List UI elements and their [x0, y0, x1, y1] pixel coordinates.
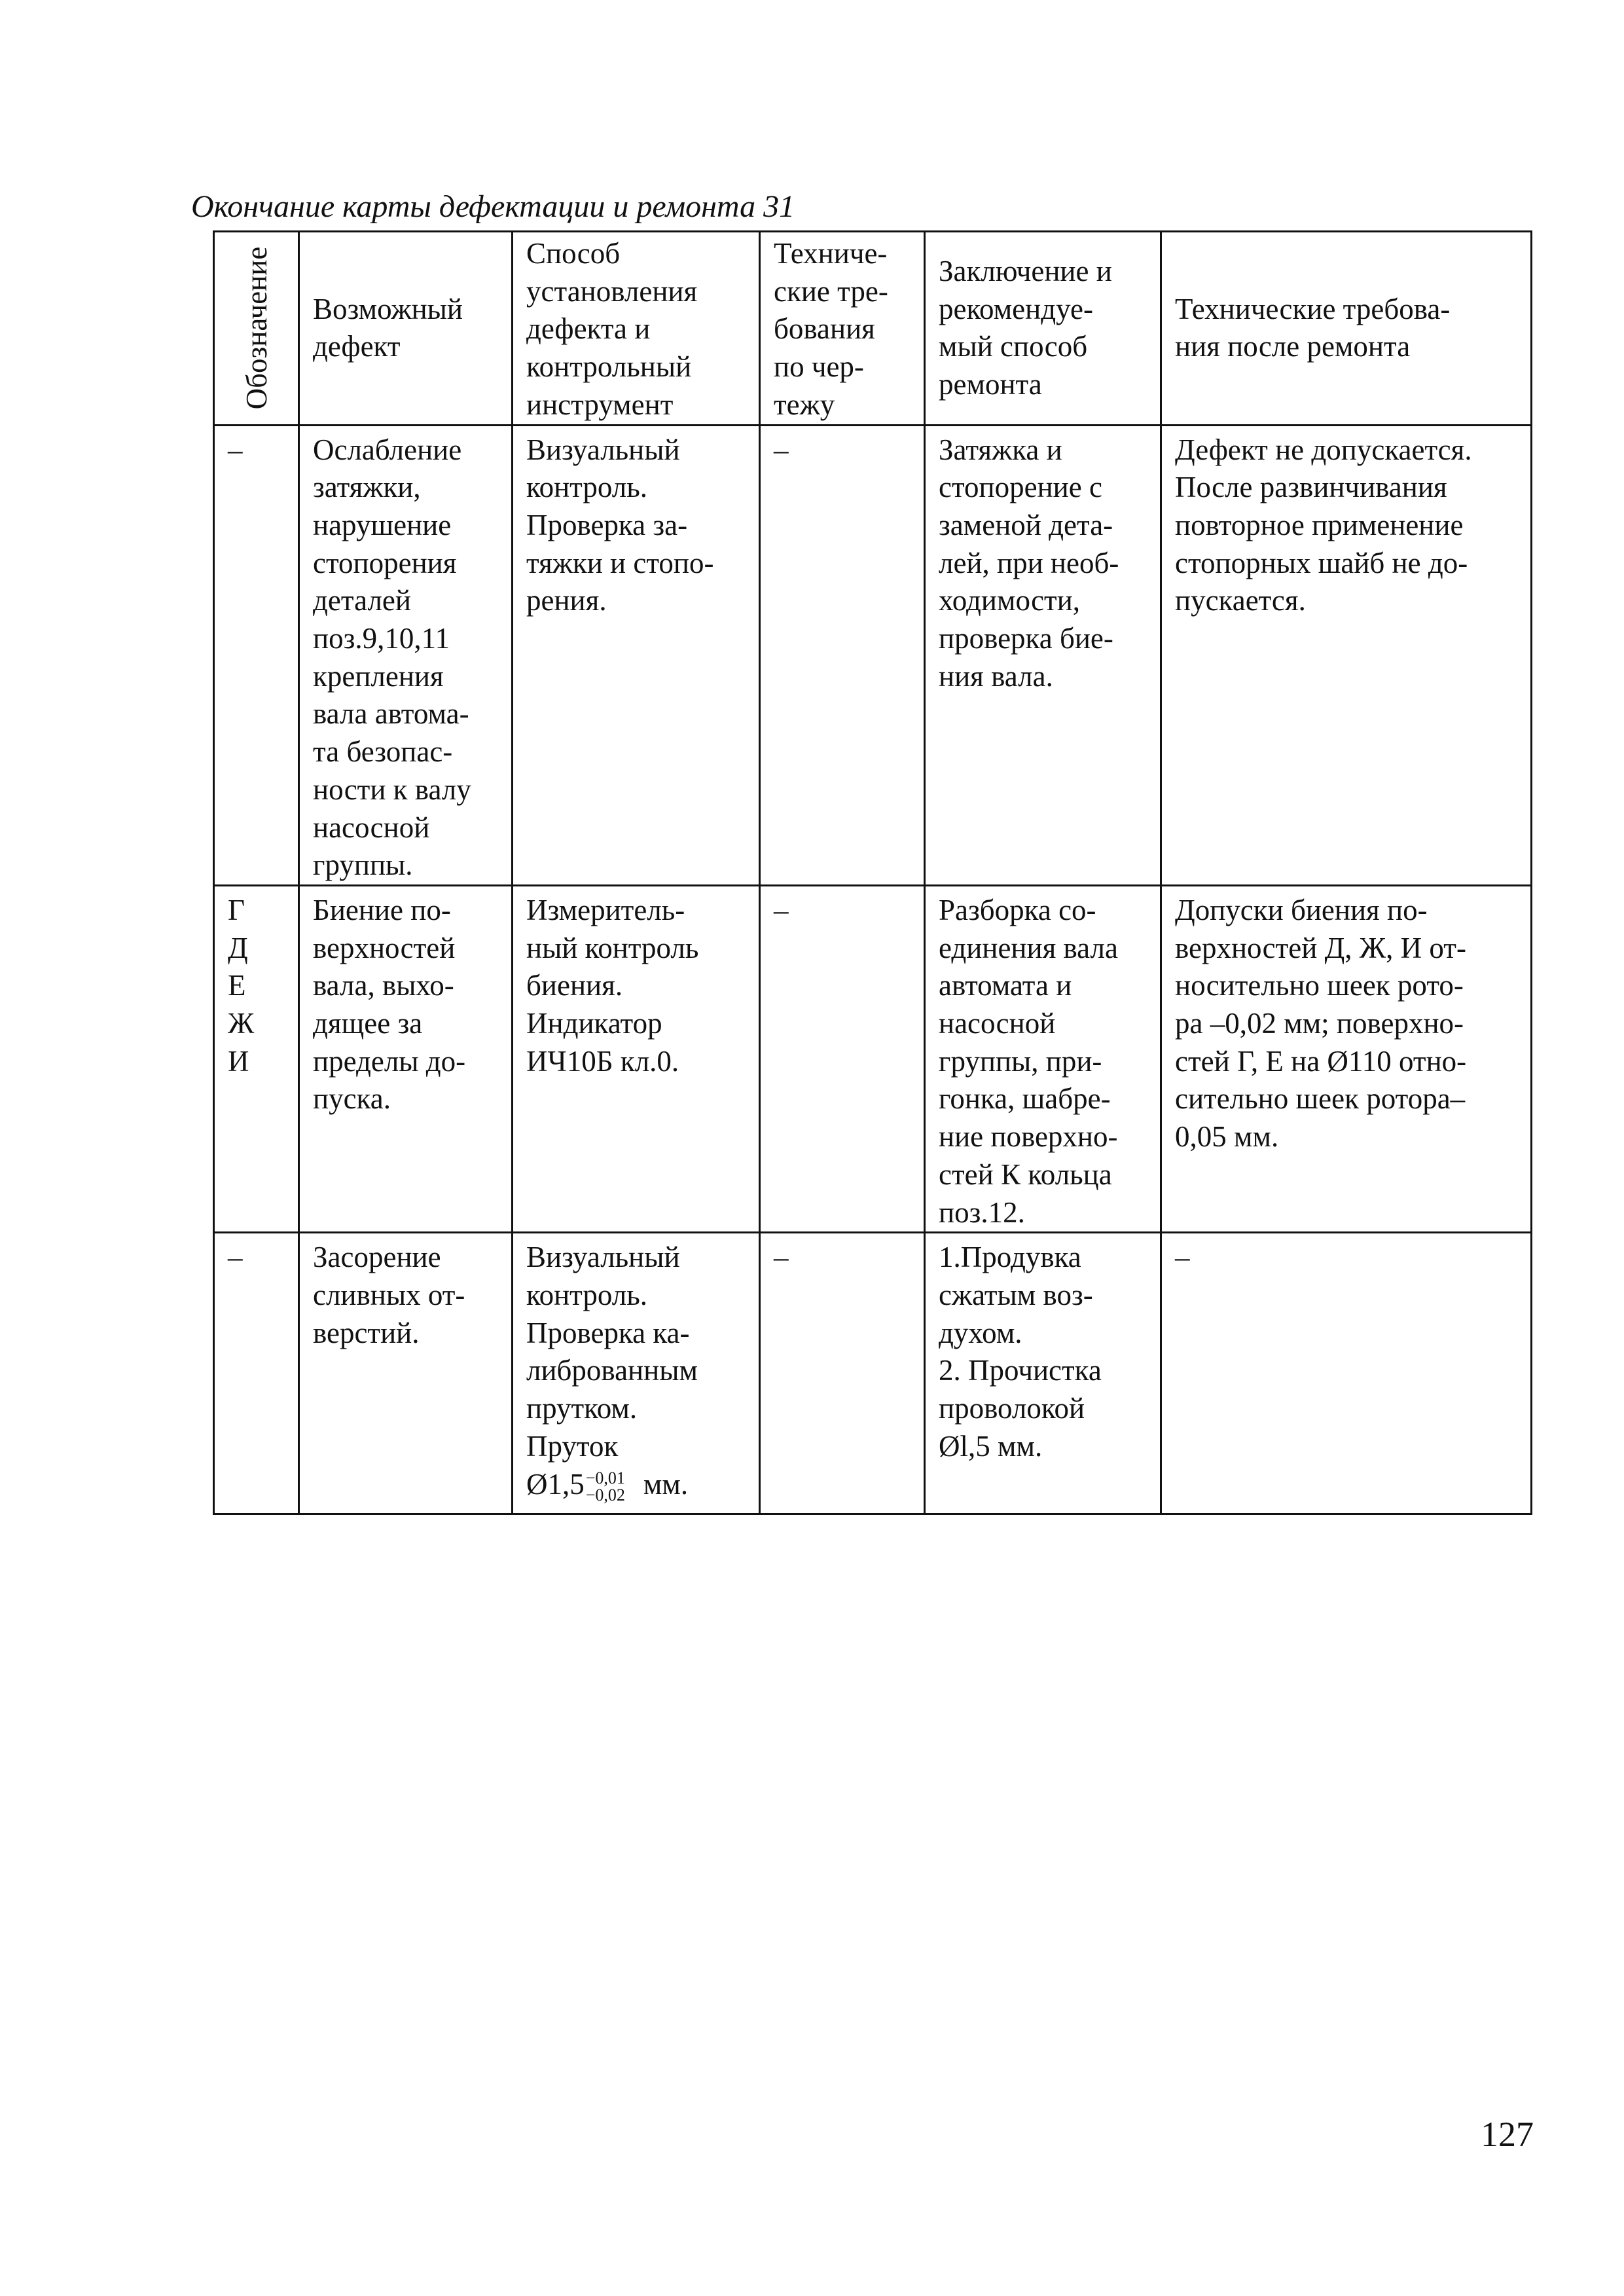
- rod-tolerance: [586, 1470, 625, 1504]
- cell-method: Визуальный контроль. Проверка за- тяжки и стопо- рения.: [513, 425, 760, 885]
- cell-designation: –: [214, 425, 299, 885]
- header-tech-requirements: Техниче- ские тре- бования по чер- тежу: [760, 232, 925, 426]
- cell-conclusion: Затяжка и стопорение с заменой дета- лей, при необ- ходимости, проверка бие- ния вала.: [925, 425, 1161, 885]
- defect-repair-table: [213, 230, 1532, 1515]
- header-after-repair: Технические требова- ния после ремонта: [1161, 232, 1532, 426]
- cell-defect: Засорение сливных от- верстий.: [299, 1233, 513, 1514]
- table-row: [214, 425, 1532, 885]
- cell-method-text: Визуальный контроль. Проверка ка- либрованным прутком. Пруток: [526, 1241, 698, 1463]
- header-conclusion: Заключение и рекомендуе- мый способ ремонта: [925, 232, 1161, 426]
- header-designation-label: Обозначение: [240, 246, 273, 410]
- header-defect: Возможный дефект: [299, 232, 513, 426]
- cell-after-repair: Дефект не допускается. После развинчивания повторное применение стопорных шайб не до- пускается.: [1161, 425, 1532, 885]
- cell-defect: Ослабление затяжки, нарушение стопорения деталей поз.9,10,11 крепления вала автома- та безопас- ности к валу насосной группы.: [299, 425, 513, 885]
- table-row: [214, 1233, 1532, 1514]
- cell-defect: Биение по- верхностей вала, выхо- дящее за пределы до- пуска.: [299, 885, 513, 1232]
- table-caption: Окончание карты дефектации и ремонта 31: [191, 189, 795, 224]
- cell-after-repair: Допуски биения по- верхностей Д, Ж, И от- носительно шеек рото- ра –0,02 мм; поверхно- стей Г, Е на Ø110 отно- сительно шеек ротора– 0,05 мм.: [1161, 885, 1532, 1232]
- cell-tech-requirements: –: [760, 885, 925, 1232]
- rod-dimension: [526, 1466, 751, 1504]
- rod-tolerance-lower: −0,02: [585, 1485, 625, 1505]
- cell-conclusion: 1.Продувка сжатым воз- духом. 2. Прочистка проволокой Øl,5 мм.: [925, 1233, 1161, 1514]
- cell-after-repair: –: [1161, 1233, 1532, 1514]
- header-method: Способ установления дефекта и контрольный инструмент: [513, 232, 760, 426]
- cell-designation: –: [214, 1233, 299, 1514]
- header-designation: [214, 232, 299, 426]
- cell-conclusion: Разборка со- единения вала автомата и насосной группы, при- гонка, шабре- ние поверхно- стей К кольца поз.12.: [925, 885, 1161, 1232]
- cell-method: Измеритель- ный контроль биения. Индикатор ИЧ10Б кл.0.: [513, 885, 760, 1232]
- cell-method: [513, 1233, 760, 1514]
- cell-designation: Г Д Е Ж И: [214, 885, 299, 1232]
- cell-tech-requirements: –: [760, 1233, 925, 1514]
- rod-diameter: Ø1,5: [526, 1467, 585, 1501]
- rod-tolerance-upper: −0,01: [585, 1468, 625, 1488]
- cell-tech-requirements: –: [760, 425, 925, 885]
- rod-unit: мм.: [643, 1467, 689, 1501]
- page-number: 127: [1481, 2115, 1534, 2154]
- table-header-row: [214, 232, 1532, 426]
- table-row: [214, 885, 1532, 1232]
